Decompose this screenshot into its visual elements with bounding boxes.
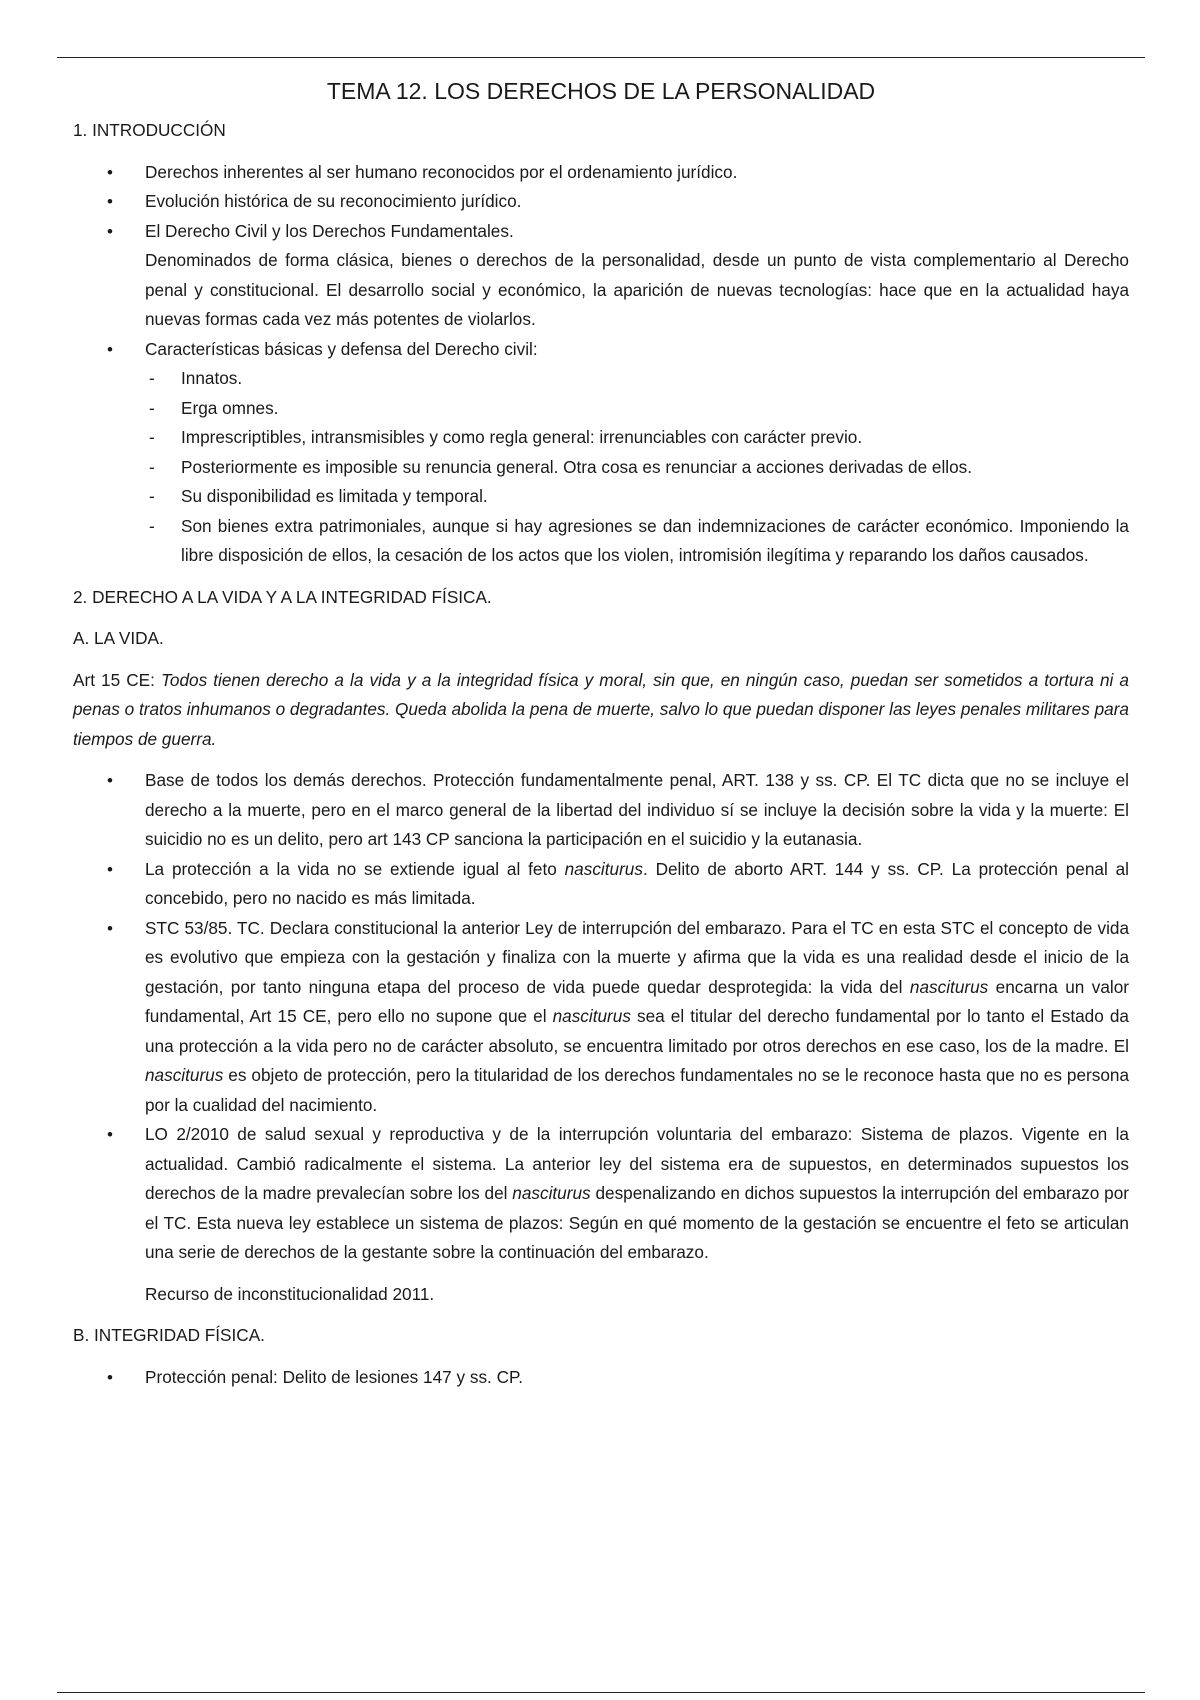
list-item: • Protección penal: Delito de lesiones 147 y ss. CP. xyxy=(73,1363,1129,1393)
art-15-quote xyxy=(73,666,1129,755)
dash-item: - Imprescriptibles, intransmisibles y como regla general: irrenunciables con carácter previo. xyxy=(145,423,1129,453)
life-bullet-list xyxy=(73,766,1129,1268)
footer-rule xyxy=(57,1692,1145,1693)
art-text: Todos tienen derecho a la vida y a la integridad física y moral, sin que, en ningún caso, puedan ser sometidos a tortura ni a penas o tratos inhumanos o degradantes. Queda abolida la pena de muerte, salvo lo que puedan disponer las leyes penales militares para tiempos de guerra. xyxy=(73,669,1129,749)
dash-item: - Innatos. xyxy=(145,364,1129,394)
list-item xyxy=(73,217,1129,335)
recurso-note: Recurso de inconstitucionalidad 2011. xyxy=(145,1283,435,1304)
text-run: sea el titular del derecho fundamental por lo tanto el Estado da una protección a la vida pero no de carácter absoluto, se encuentra limitado por otros derechos en ese caso, los de la madre. El xyxy=(145,1006,1129,1056)
list-item-text: • Características básicas y defensa del Derecho civil: xyxy=(145,338,538,359)
list-item xyxy=(73,855,1129,914)
list-item xyxy=(73,335,1129,571)
dash-item: - Su disponibilidad es limitada y temporal. xyxy=(145,482,1129,512)
italic-term: nasciturus xyxy=(564,858,643,879)
dash-item: - Erga omnes. xyxy=(145,394,1129,424)
list-item xyxy=(73,914,1129,1121)
characteristics-dash-list xyxy=(145,364,1129,571)
list-item: • Base de todos los demás derechos. Protección fundamentalmente penal, ART. 138 y ss. CP. El TC dicta que no se incluye el derecho a la muerte, pero en el marco general de la libertad del individuo sí se incluye la decisión sobre la vida y la muerte: El suicidio no es un delito, pero art 143 CP sanciona la participación en el suicidio y la eutanasia. xyxy=(73,766,1129,855)
text-run: encarna un valor fundamental, Art 15 CE, pero ello no supone que el xyxy=(145,976,1130,1026)
subsection-b-heading: B. INTEGRIDAD FÍSICA. xyxy=(73,1325,265,1345)
intro-bullet-list xyxy=(73,158,1129,571)
integrity-bullet-list xyxy=(73,1363,1129,1393)
document-title: TEMA 12. LOS DERECHOS DE LA PERSONALIDAD xyxy=(326,78,876,104)
art-label: Art 15 CE: xyxy=(73,669,161,690)
text-run: STC 53/85. TC. Declara constitucional la anterior Ley de interrupción del embarazo. Para el TC en esta STC el concepto de vida es evolutivo que empieza con la gestación y finaliza con la muerte y afirma que la vida es una realidad desde el inicio de la gestación, por tanto ninguna etapa del proceso de vida puede quedar desprotegida: la vida del xyxy=(145,917,1129,997)
list-item: • Derechos inherentes al ser humano reconocidos por el ordenamiento jurídico. xyxy=(73,158,1129,188)
text-run: . Delito de aborto ART. 144 y ss. CP. La protección penal al concebido, pero no nacido es más limitada. xyxy=(145,858,1129,908)
text-run: LO 2/2010 de salud sexual y reproductiva y de la interrupción voluntaria del embarazo: Sistema de plazos. Vigente en la actualidad. Cambió radicalmente el sistema. La anterior ley del sistema era de supuestos, en determinados supuestos los derechos de la madre prevalecían sobre los del xyxy=(145,1124,1129,1203)
italic-term: nasciturus xyxy=(552,1006,631,1026)
header-rule xyxy=(57,57,1145,58)
document-page xyxy=(73,74,1129,1392)
italic-term: nasciturus xyxy=(512,1183,591,1203)
text-run: despenalizando en dichos supuestos la interrupción del embarazo por el TC. Esta nueva ley establece un sistema de plazos: Según en qué momento de la gestación se encuentre el feto se articulan una serie de derechos de la gestante sobre la continuación del embarazo. xyxy=(145,1183,1129,1262)
dash-item: - Posteriormente es imposible su renuncia general. Otra cosa es renunciar a acciones derivadas de ellos. xyxy=(145,453,1129,483)
list-item xyxy=(73,1120,1129,1268)
section-2-heading: 2. DERECHO A LA VIDA Y A LA INTEGRIDAD FÍSICA. xyxy=(73,586,492,607)
subsection-a-heading: A. LA VIDA. xyxy=(73,628,164,648)
italic-term: nasciturus xyxy=(909,976,989,997)
dash-item: - Son bienes extra patrimoniales, aunque si hay agresiones se dan indemnizaciones de carácter económico. Imponiendo la libre disposición de ellos, la cesación de los actos que los violen, intromisión ilegítima y reparando los daños causados. xyxy=(145,512,1129,571)
italic-term: nasciturus xyxy=(145,1065,224,1085)
text-run: es objeto de protección, pero la titularidad de los derechos fundamentales no se le reconoce hasta que no es persona por la cualidad del nacimiento. xyxy=(145,1065,1129,1115)
text-run: La protección a la vida no se extiende igual al feto xyxy=(145,858,565,879)
list-item: • Evolución histórica de su reconocimiento jurídico. xyxy=(73,187,1129,217)
section-1-heading: 1. INTRODUCCIÓN xyxy=(73,120,226,140)
list-item-paragraph: Denominados de forma clásica, bienes o derechos de la personalidad, desde un punto de vista complementario al Derecho penal y constitucional. El desarrollo social y económico, la aparición de nuevas tecnologías: hace que en la actualidad haya nuevas formas cada vez más potentes de violarlos. xyxy=(145,250,1129,329)
list-item-text: • El Derecho Civil y los Derechos Fundamentales. xyxy=(145,220,514,241)
